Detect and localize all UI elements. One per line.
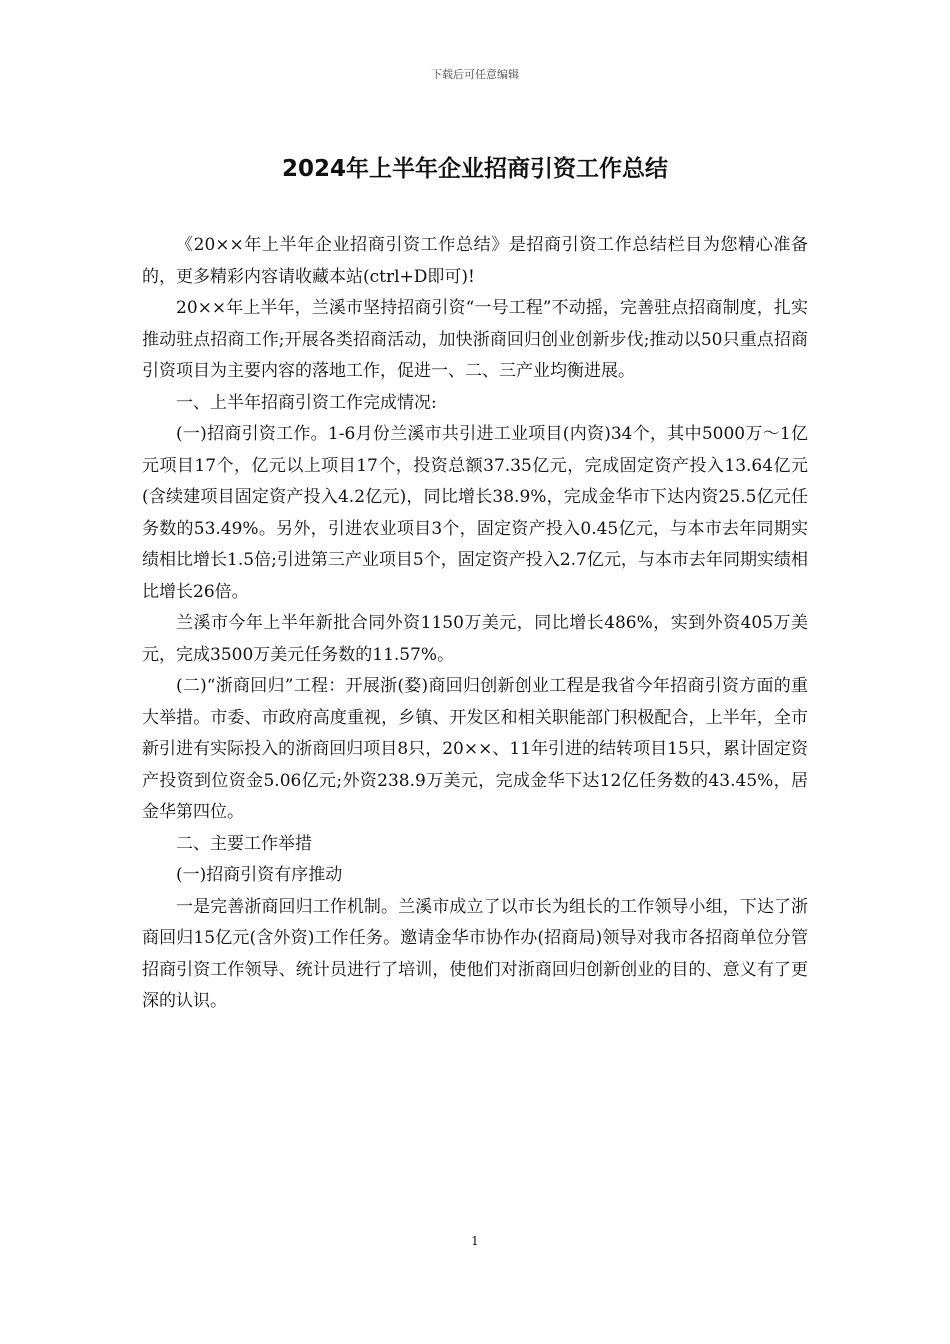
paragraph-overview: 20××年上半年，兰溪市坚持招商引资“一号工程”不动摇，完善驻点招商制度，扎实推动驻点招商工作;开展各类招商活动，加快浙商回归创业创新步伐;推动以50只重点招商引资项目为主要内容的落地工作，促进一、二、三产业均衡进展。 [142, 298, 808, 381]
subsection-heading-1: (一)招商引资有序推动 [176, 865, 343, 885]
document-title: 2024年上半年企业招商引资工作总结 [281, 156, 668, 182]
paragraph-foreign-capital: 兰溪市今年上半年新批合同外资1150万美元，同比增长486%，实到外资405万美元，完成3500万美元任务数的11.57%。 [142, 613, 808, 665]
page-number: 1 [471, 1234, 479, 1248]
document-body [142, 230, 808, 1018]
section-heading-1: 一、上半年招商引资工作完成情况: [176, 392, 437, 413]
section-heading-2: 二、主要工作举措 [176, 833, 312, 854]
paragraph-zheshang-return: (二)“浙商回归”工程：开展浙(婺)商回归创新创业工程是我省今年招商引资方面的重大举措。市委、市政府高度重视，乡镇、开发区和相关职能部门积极配合，上半年，全市新引进有实际投入的浙商回归项目8只，20××、11年引进的结转项目15只，累计固定资产投资到位资金5.06亿元;外资238.9万美元，完成金华下达12亿任务数的43.45%，居金华第四位。 [142, 676, 808, 822]
paragraph-investment: (一)招商引资工作。1-6月份兰溪市共引进工业项目(内资)34个，其中5000万～1亿元项目17个，亿元以上项目17个，投资总额37.35亿元，完成固定资产投入13.64亿元(含续建项目固定资产投入4.2亿元)，同比增长38.9%，完成金华市下达内资25.5亿元任务数的53.49%。另外，引进农业项目3个，固定资产投入0.45亿元，与本市去年同期实绩相比增长1.5倍;引进第三产业项目5个，固定资产投入2.7亿元，与本市去年同期实绩相比增长26倍。 [142, 424, 808, 602]
paragraph-mechanism: 一是完善浙商回归工作机制。兰溪市成立了以市长为组长的工作领导小组，下达了浙商回归15亿元(含外资)工作任务。邀请金华市协作办(招商局)领导对我市各招商单位分管招商引资工作领导、统计员进行了培训，使他们对浙商回归创新创业的目的、意义有了更深的认识。 [142, 896, 808, 1011]
paragraph-intro: 《20××年上半年企业招商引资工作总结》是招商引资工作总结栏目为您精心准备的，更多精彩内容请收藏本站(ctrl+D即可)! [142, 235, 808, 287]
header-note: 下载后可任意编辑 [431, 68, 519, 81]
